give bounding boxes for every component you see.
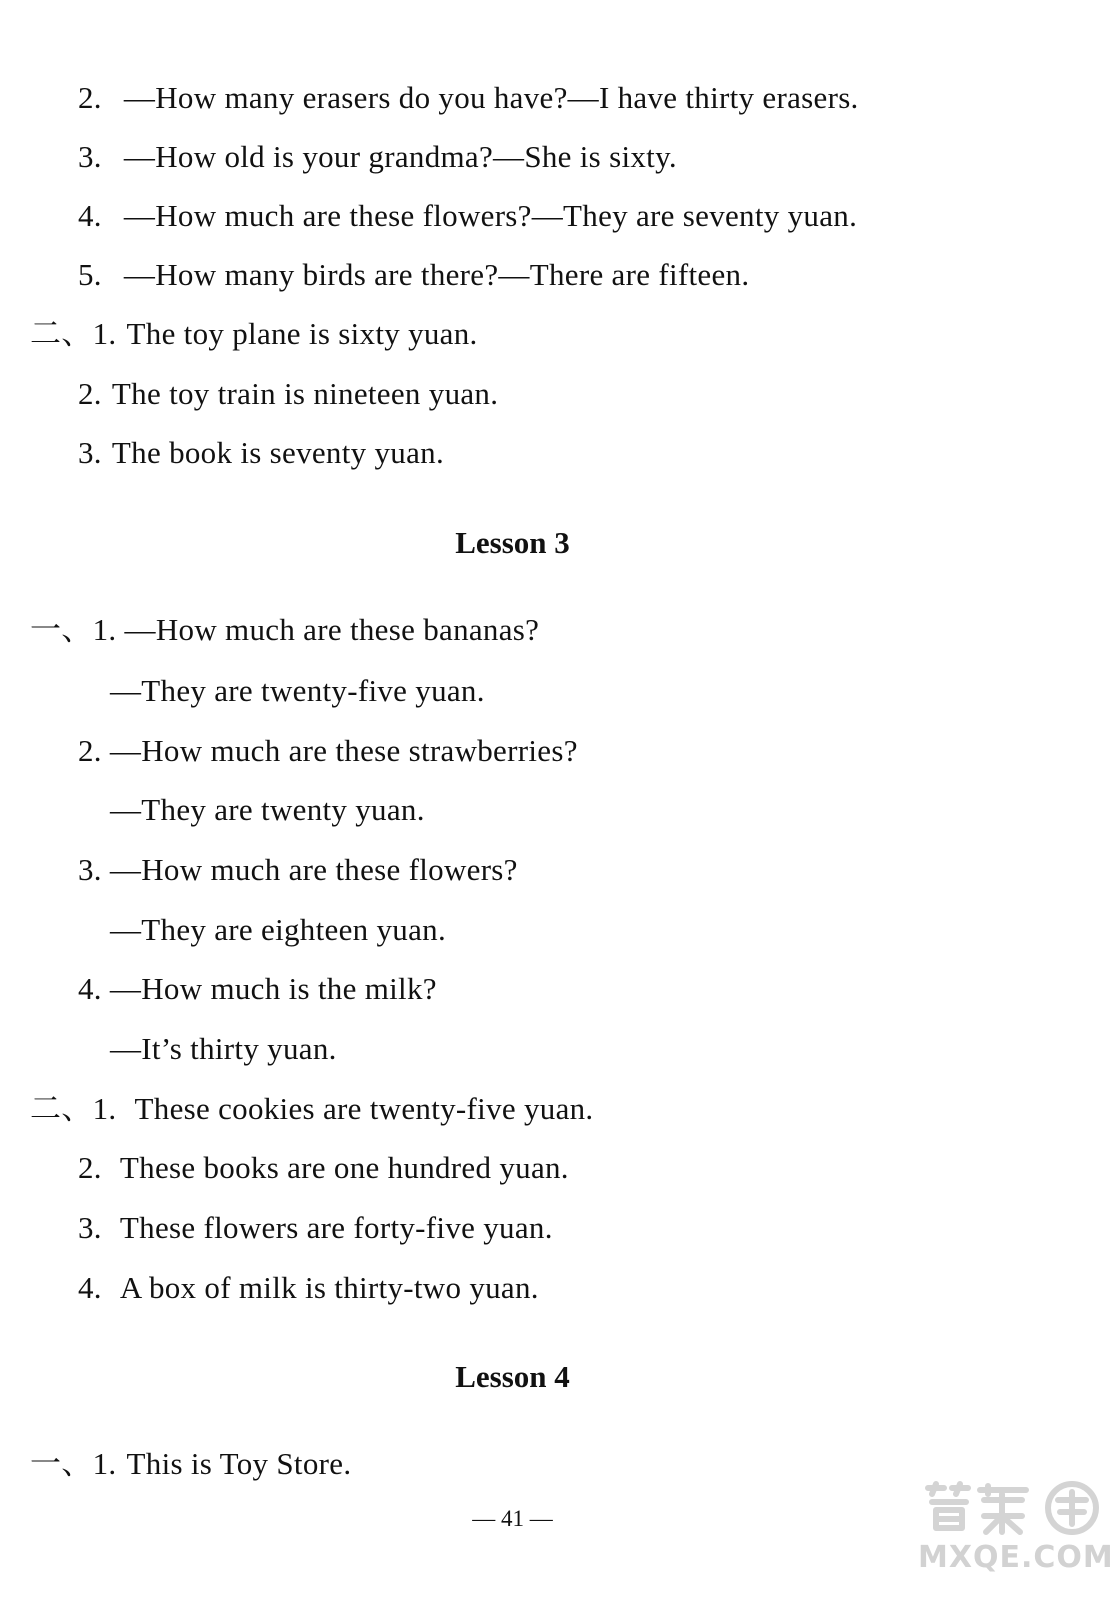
question-text: —How much are these bananas? bbox=[124, 612, 540, 647]
answer-line bbox=[78, 255, 749, 295]
item-number: 4. bbox=[78, 971, 102, 1006]
watermark-text: MXQE.COM bbox=[918, 1540, 1114, 1575]
answer-text: —How many erasers do you have?—I have thirty erasers. bbox=[123, 80, 859, 115]
answer-text: —How old is your grandma?—She is sixty. bbox=[123, 139, 677, 174]
answer-text: —How much are these flowers?—They are seventy yuan. bbox=[123, 198, 858, 233]
section-marker: 二、 bbox=[30, 1091, 93, 1126]
item-number: 2. bbox=[78, 1150, 102, 1185]
reply-text: —They are eighteen yuan. bbox=[110, 912, 446, 947]
item-number: 3. bbox=[78, 852, 102, 887]
answer-line bbox=[78, 374, 498, 414]
answer-line bbox=[110, 671, 485, 711]
answer-text: These cookies are twenty-five yuan. bbox=[134, 1091, 594, 1126]
item-number: 3. bbox=[78, 139, 102, 174]
reply-text: —They are twenty-five yuan. bbox=[110, 673, 485, 708]
answer-line bbox=[78, 850, 518, 890]
answer-line bbox=[78, 196, 857, 236]
item-number: 4. bbox=[78, 1270, 102, 1305]
answer-line bbox=[78, 1148, 569, 1188]
answer-text: These books are one hundred yuan. bbox=[119, 1150, 569, 1185]
question-text: —How much are these flowers? bbox=[109, 852, 518, 887]
lesson-3-heading: Lesson 3 bbox=[455, 525, 570, 560]
answer-text: A box of milk is thirty-two yuan. bbox=[119, 1270, 539, 1305]
question-text: —How much are these strawberries? bbox=[109, 733, 578, 768]
item-number: 5. bbox=[78, 257, 102, 292]
item-number: 1. bbox=[92, 612, 117, 647]
answer-line bbox=[110, 910, 446, 950]
answer-text: This is Toy Store. bbox=[126, 1446, 352, 1481]
answer-line bbox=[30, 314, 478, 354]
answer-line bbox=[78, 78, 859, 118]
answer-line bbox=[78, 137, 677, 177]
page-number: — 41 — bbox=[472, 1506, 553, 1531]
item-number: 1. bbox=[92, 316, 117, 351]
item-number: 1. bbox=[92, 1091, 117, 1126]
answer-line bbox=[78, 731, 578, 771]
answer-text: The book is seventy yuan. bbox=[111, 435, 444, 470]
lesson-4-heading: Lesson 4 bbox=[455, 1359, 570, 1394]
section-marker: 一、 bbox=[30, 612, 93, 647]
answer-line bbox=[110, 1029, 337, 1069]
question-text: —How much is the milk? bbox=[109, 971, 437, 1006]
section-marker: 二、 bbox=[30, 316, 93, 351]
section-marker: 一、 bbox=[30, 1446, 93, 1481]
answer-line bbox=[30, 610, 539, 650]
item-number: 2. bbox=[78, 80, 102, 115]
answer-text: The toy train is nineteen yuan. bbox=[111, 376, 499, 411]
item-number: 4. bbox=[78, 198, 102, 233]
answer-line bbox=[78, 1208, 553, 1248]
item-number: 2. bbox=[78, 733, 102, 768]
answer-text: These flowers are forty-five yuan. bbox=[119, 1210, 553, 1245]
reply-text: —It’s thirty yuan. bbox=[110, 1031, 337, 1066]
item-number: 2. bbox=[78, 376, 102, 411]
item-number: 3. bbox=[78, 435, 102, 470]
item-number: 1. bbox=[92, 1446, 117, 1481]
answer-text: The toy plane is sixty yuan. bbox=[126, 316, 478, 351]
answer-line bbox=[30, 1444, 351, 1484]
watermark-logo bbox=[918, 1480, 1114, 1590]
answer-text: —How many birds are there?—There are fifteen. bbox=[123, 257, 750, 292]
answer-line bbox=[78, 433, 444, 473]
answer-line bbox=[110, 790, 425, 830]
answer-line bbox=[78, 969, 437, 1009]
item-number: 3. bbox=[78, 1210, 102, 1245]
answer-line bbox=[30, 1089, 594, 1129]
answer-line bbox=[78, 1268, 539, 1308]
watermark-glyphs-icon bbox=[922, 1480, 1102, 1536]
reply-text: —They are twenty yuan. bbox=[110, 792, 425, 827]
